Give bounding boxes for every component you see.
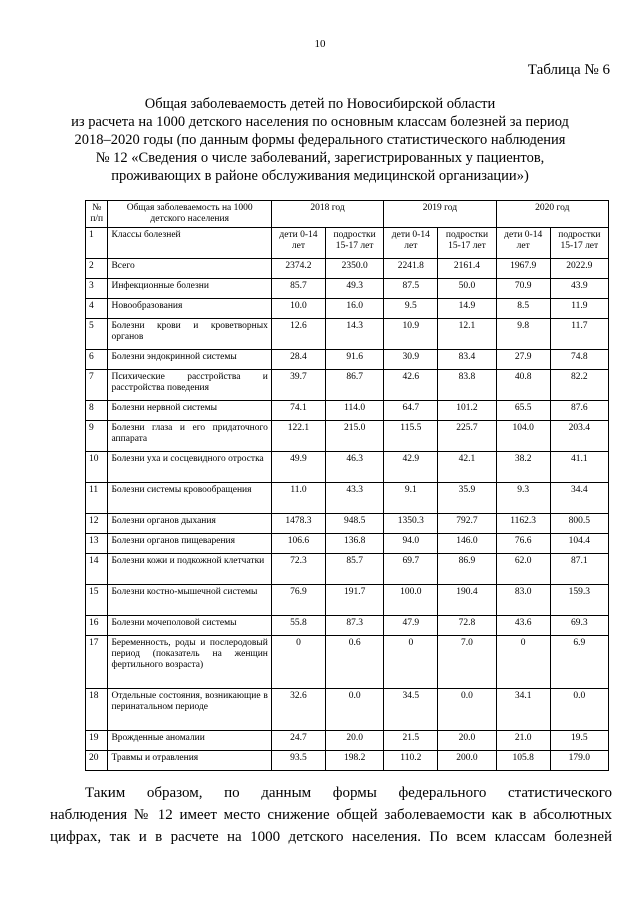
rate-value: 87.5 <box>384 279 438 299</box>
disease-class: Новообразования <box>108 299 271 319</box>
rate-value: 179.0 <box>550 751 608 771</box>
rate-value: 20.0 <box>326 731 384 751</box>
rate-value: 72.8 <box>438 616 496 636</box>
header-year-2020: 2020 год <box>496 201 608 228</box>
table-header-row <box>86 201 609 228</box>
table-row <box>86 279 609 299</box>
table-row <box>86 299 609 319</box>
table-row <box>86 636 609 689</box>
table-row <box>86 616 609 636</box>
rate-value: 104.0 <box>496 421 550 452</box>
rate-value: 83.8 <box>438 370 496 401</box>
rate-value: 1162.3 <box>496 514 550 534</box>
row-number: 5 <box>86 319 108 350</box>
rate-value: 46.3 <box>326 452 384 483</box>
row-number: 12 <box>86 514 108 534</box>
rate-value: 27.9 <box>496 350 550 370</box>
rate-value: 198.2 <box>326 751 384 771</box>
disease-class: Болезни глаза и его придаточного аппарата <box>108 421 271 452</box>
rate-value: 159.3 <box>550 585 608 616</box>
rate-value: 70.9 <box>496 279 550 299</box>
rate-value: 0.6 <box>326 636 384 689</box>
row-number: 13 <box>86 534 108 554</box>
rate-value: 12.1 <box>438 319 496 350</box>
rate-value: 11.9 <box>550 299 608 319</box>
rate-value: 0 <box>496 636 550 689</box>
row-number: 6 <box>86 350 108 370</box>
disease-class: Болезни мочеполовой системы <box>108 616 271 636</box>
rate-value: 0 <box>384 636 438 689</box>
rate-value: 792.7 <box>438 514 496 534</box>
document-title <box>50 95 590 185</box>
rate-value: 85.7 <box>326 554 384 585</box>
table-row <box>86 421 609 452</box>
rate-value: 146.0 <box>438 534 496 554</box>
disease-class: Болезни органов пищеварения <box>108 534 271 554</box>
rate-value: 82.2 <box>550 370 608 401</box>
rate-value: 34.4 <box>550 483 608 514</box>
title-line: из расчета на 1000 детского населения по основным классам болезней за период <box>71 114 569 130</box>
row-number: 11 <box>86 483 108 514</box>
title-line: 2018–2020 годы (по данным формы федерального статистического наблюдения <box>74 132 566 148</box>
rate-value: 0.0 <box>326 689 384 731</box>
rate-value: 20.0 <box>438 731 496 751</box>
rate-value: 800.5 <box>550 514 608 534</box>
rate-value: 9.3 <box>496 483 550 514</box>
table-row <box>86 585 609 616</box>
subheader-name: Классы болезней <box>108 228 271 259</box>
rate-value: 1350.3 <box>384 514 438 534</box>
rate-value: 65.5 <box>496 401 550 421</box>
table-row <box>86 514 609 534</box>
rate-value: 40.8 <box>496 370 550 401</box>
rate-value: 114.0 <box>326 401 384 421</box>
row-number: 7 <box>86 370 108 401</box>
rate-value: 12.6 <box>271 319 325 350</box>
rate-value: 43.9 <box>550 279 608 299</box>
rate-value: 11.7 <box>550 319 608 350</box>
disease-class: Болезни эндокринной системы <box>108 350 271 370</box>
rate-value: 21.5 <box>384 731 438 751</box>
disease-class: Отдельные состояния, возникающие в перинатальном периоде <box>108 689 271 731</box>
rate-value: 76.6 <box>496 534 550 554</box>
row-number: 4 <box>86 299 108 319</box>
rate-value: 55.8 <box>271 616 325 636</box>
table-row <box>86 751 609 771</box>
rate-value: 215.0 <box>326 421 384 452</box>
subheader-group: подростки 15-17 лет <box>326 228 384 259</box>
rate-value: 42.1 <box>438 452 496 483</box>
row-number: 9 <box>86 421 108 452</box>
row-number: 14 <box>86 554 108 585</box>
rate-value: 10.0 <box>271 299 325 319</box>
table-row <box>86 554 609 585</box>
rate-value: 104.4 <box>550 534 608 554</box>
rate-value: 16.0 <box>326 299 384 319</box>
rate-value: 32.6 <box>271 689 325 731</box>
rate-value: 72.3 <box>271 554 325 585</box>
disease-class: Болезни крови и кроветворных органов <box>108 319 271 350</box>
rate-value: 87.6 <box>550 401 608 421</box>
subheader-group: дети 0-14 лет <box>496 228 550 259</box>
rate-value: 190.4 <box>438 585 496 616</box>
disease-class: Психические расстройства и расстройства поведения <box>108 370 271 401</box>
rate-value: 7.0 <box>438 636 496 689</box>
disease-class: Врожденные аномалии <box>108 731 271 751</box>
rate-value: 85.7 <box>271 279 325 299</box>
title-line: проживающих в районе обслуживания медицинской организации») <box>111 168 529 184</box>
rate-value: 10.9 <box>384 319 438 350</box>
table-row <box>86 689 609 731</box>
row-number: 18 <box>86 689 108 731</box>
rate-value: 8.5 <box>496 299 550 319</box>
rate-value: 83.0 <box>496 585 550 616</box>
rate-value: 93.5 <box>271 751 325 771</box>
body-paragraph <box>50 782 612 848</box>
rate-value: 42.9 <box>384 452 438 483</box>
title-line: № 12 «Сведения о числе заболеваний, зарегистрированных у пациентов, <box>95 150 545 166</box>
table-label: Таблица № 6 <box>527 62 610 78</box>
subheader-num: 1 <box>86 228 108 259</box>
rate-value: 49.3 <box>326 279 384 299</box>
rate-value: 74.1 <box>271 401 325 421</box>
rate-value: 42.6 <box>384 370 438 401</box>
table-row <box>86 534 609 554</box>
rate-value: 47.9 <box>384 616 438 636</box>
rate-value: 74.8 <box>550 350 608 370</box>
table-row <box>86 401 609 421</box>
rate-value: 50.0 <box>438 279 496 299</box>
disease-class: Болезни кожи и подкожной клетчатки <box>108 554 271 585</box>
rate-value: 34.5 <box>384 689 438 731</box>
disease-class: Болезни системы кровообращения <box>108 483 271 514</box>
paragraph-line: Таким образом, по данным формы федерального статистического <box>85 785 612 801</box>
rate-value: 2374.2 <box>271 259 325 279</box>
rate-value: 14.3 <box>326 319 384 350</box>
rate-value: 64.7 <box>384 401 438 421</box>
rate-value: 6.9 <box>550 636 608 689</box>
rate-value: 19.5 <box>550 731 608 751</box>
disease-class: Болезни нервной системы <box>108 401 271 421</box>
rate-value: 69.7 <box>384 554 438 585</box>
title-line: Общая заболеваемость детей по Новосибирской области <box>144 96 496 112</box>
table-subheader-row <box>86 228 609 259</box>
subheader-group: подростки 15-17 лет <box>438 228 496 259</box>
header-num: № п/п <box>86 201 108 228</box>
table-row <box>86 259 609 279</box>
rate-value: 0.0 <box>550 689 608 731</box>
rate-value: 1478.3 <box>271 514 325 534</box>
rate-value: 203.4 <box>550 421 608 452</box>
row-number: 3 <box>86 279 108 299</box>
rate-value: 2161.4 <box>438 259 496 279</box>
rate-value: 14.9 <box>438 299 496 319</box>
row-number: 19 <box>86 731 108 751</box>
rate-value: 1967.9 <box>496 259 550 279</box>
disease-class: Болезни органов дыхания <box>108 514 271 534</box>
rate-value: 38.2 <box>496 452 550 483</box>
rate-value: 49.9 <box>271 452 325 483</box>
table-row <box>86 452 609 483</box>
table-row <box>86 731 609 751</box>
row-number: 16 <box>86 616 108 636</box>
rate-value: 136.8 <box>326 534 384 554</box>
disease-class: Беременность, роды и послеродовый период (показатель на женщин фертильного возраста) <box>108 636 271 689</box>
rate-value: 0.0 <box>438 689 496 731</box>
row-number: 20 <box>86 751 108 771</box>
table-row <box>86 319 609 350</box>
header-year-2019: 2019 год <box>384 201 496 228</box>
rate-value: 28.4 <box>271 350 325 370</box>
rate-value: 2022.9 <box>550 259 608 279</box>
rate-value: 225.7 <box>438 421 496 452</box>
rate-value: 105.8 <box>496 751 550 771</box>
rate-value: 86.9 <box>438 554 496 585</box>
table-row <box>86 370 609 401</box>
rate-value: 87.3 <box>326 616 384 636</box>
rate-value: 94.0 <box>384 534 438 554</box>
rate-value: 43.6 <box>496 616 550 636</box>
rate-value: 86.7 <box>326 370 384 401</box>
disease-class: Болезни уха и сосцевидного отростка <box>108 452 271 483</box>
rate-value: 115.5 <box>384 421 438 452</box>
paragraph-line: наблюдения № 12 имеет место снижение общей заболеваемости как в абсолютных <box>50 807 612 823</box>
rate-value: 122.1 <box>271 421 325 452</box>
rate-value: 91.6 <box>326 350 384 370</box>
table-row <box>86 350 609 370</box>
rate-value: 101.2 <box>438 401 496 421</box>
subheader-group: подростки 15-17 лет <box>550 228 608 259</box>
rate-value: 83.4 <box>438 350 496 370</box>
rate-value: 39.7 <box>271 370 325 401</box>
rate-value: 200.0 <box>438 751 496 771</box>
header-name: Общая заболеваемость на 1000 детского населения <box>108 201 271 228</box>
page-number: 10 <box>314 38 326 50</box>
rate-value: 41.1 <box>550 452 608 483</box>
morbidity-table <box>85 200 609 771</box>
rate-value: 191.7 <box>326 585 384 616</box>
disease-class: Болезни костно-мышечной системы <box>108 585 271 616</box>
rate-value: 30.9 <box>384 350 438 370</box>
rate-value: 43.3 <box>326 483 384 514</box>
rate-value: 24.7 <box>271 731 325 751</box>
rate-value: 948.5 <box>326 514 384 534</box>
paragraph-line: цифрах, так и в расчете на 1000 детского населения. По всем классам болезней <box>50 829 612 845</box>
rate-value: 9.8 <box>496 319 550 350</box>
disease-class: Травмы и отравления <box>108 751 271 771</box>
row-number: 15 <box>86 585 108 616</box>
table-row <box>86 483 609 514</box>
rate-value: 34.1 <box>496 689 550 731</box>
rate-value: 87.1 <box>550 554 608 585</box>
rate-value: 69.3 <box>550 616 608 636</box>
header-year-2018: 2018 год <box>271 201 383 228</box>
rate-value: 9.5 <box>384 299 438 319</box>
subheader-group: дети 0-14 лет <box>384 228 438 259</box>
row-number: 8 <box>86 401 108 421</box>
rate-value: 35.9 <box>438 483 496 514</box>
row-number: 10 <box>86 452 108 483</box>
disease-class: Инфекционные болезни <box>108 279 271 299</box>
rate-value: 0 <box>271 636 325 689</box>
rate-value: 21.0 <box>496 731 550 751</box>
subheader-group: дети 0-14 лет <box>271 228 325 259</box>
rate-value: 2350.0 <box>326 259 384 279</box>
rate-value: 76.9 <box>271 585 325 616</box>
rate-value: 11.0 <box>271 483 325 514</box>
row-number: 17 <box>86 636 108 689</box>
rate-value: 106.6 <box>271 534 325 554</box>
rate-value: 2241.8 <box>384 259 438 279</box>
rate-value: 100.0 <box>384 585 438 616</box>
row-number: 2 <box>86 259 108 279</box>
rate-value: 9.1 <box>384 483 438 514</box>
rate-value: 62.0 <box>496 554 550 585</box>
rate-value: 110.2 <box>384 751 438 771</box>
disease-class: Всего <box>108 259 271 279</box>
